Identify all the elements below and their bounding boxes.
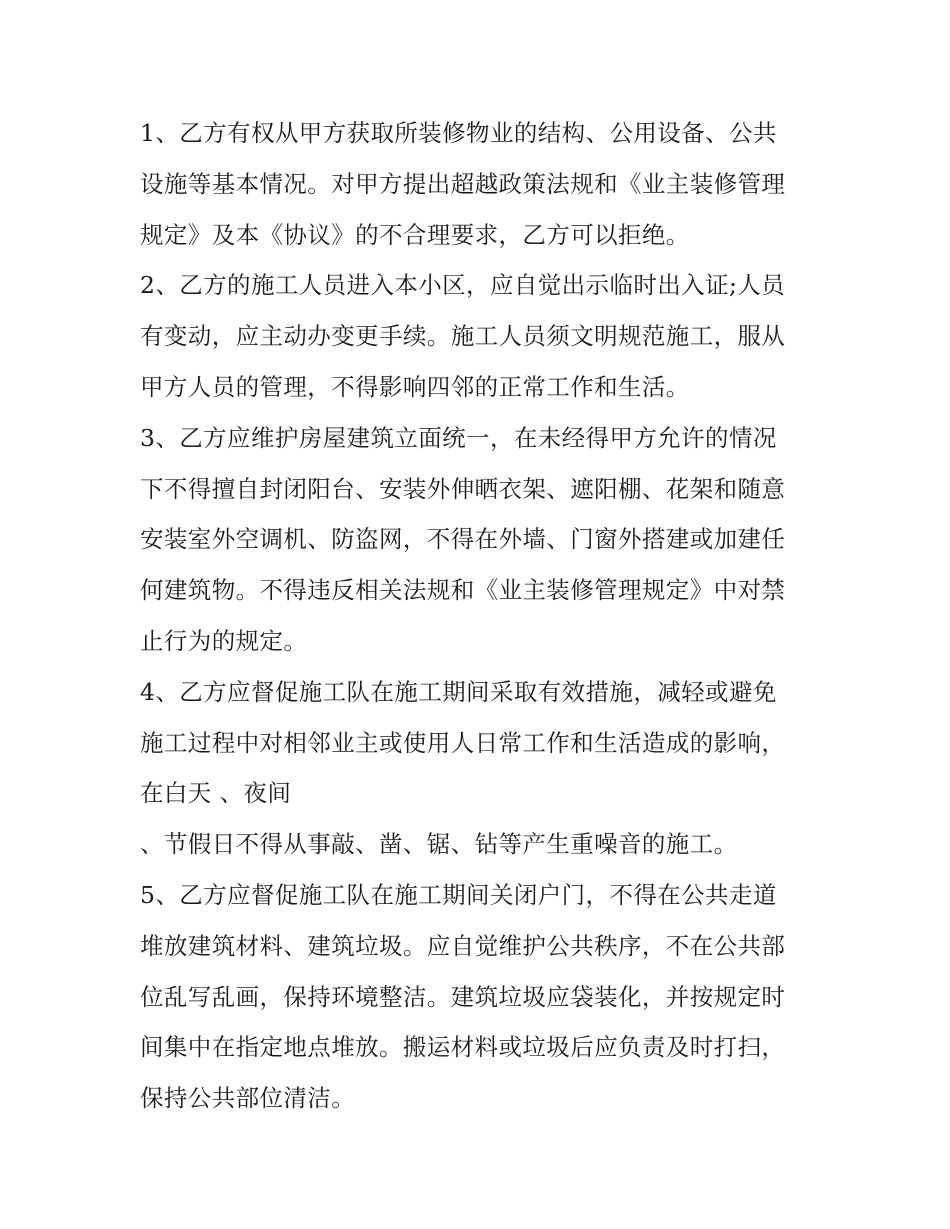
text-line: 位乱写乱画，保持环境整洁。建筑垃圾应袋装化，并按规定时 (140, 982, 786, 1011)
document-body (140, 108, 830, 1124)
text-line: 施工过程中对相邻业主或使用人日常工作和生活造成的影响， (140, 728, 786, 757)
text-line: 止行为的规定。 (140, 626, 308, 655)
text-line: 下不得擅自封闭阳台、安装外伸晒衣架、遮阳棚、花架和随意 (140, 474, 786, 503)
text-line: 5、乙方应督促施工队在施工期间关闭户门，不得在公共走道 (140, 880, 777, 909)
text-line: 4、乙方应督促施工队在施工期间采取有效措施，减轻或避免 (140, 677, 777, 706)
text-line: 、节假日不得从事敲、凿、锯、钻等产生重噪音的施工。 (140, 830, 738, 859)
text-line: 甲方人员的管理，不得影响四邻的正常工作和生活。 (140, 372, 690, 401)
text-line: 何建筑物。不得违反相关法规和《业主装修管理规定》中对禁 (140, 576, 786, 605)
text-line: 设施等基本情况。对甲方提出超越政策法规和《业主装修管理 (140, 169, 786, 198)
text-line: 有变动，应主动办变更手续。施工人员须文明规范施工，服从 (140, 322, 786, 351)
text-line: 保持公共部位清洁。 (140, 1084, 356, 1113)
text-line: 在白天 、夜间 (140, 779, 292, 808)
text-line: 安装室外空调机、防盗网，不得在外墙、门窗外搭建或加建任 (140, 525, 786, 554)
text-line: 规定》及本《协议》的不合理要求，乙方可以拒绝。 (140, 220, 690, 249)
text-line: 3、乙方应维护房屋建筑立面统一，在未经得甲方允许的情况 (140, 423, 777, 452)
text-line: 堆放建筑材料、建筑垃圾。应自觉维护公共秩序，不在公共部 (140, 931, 786, 960)
text-line: 2、乙方的施工人员进入本小区，应自觉出示临时出入证;人员 (140, 271, 786, 300)
text-line: 1、乙方有权从甲方获取所装修物业的结构、公用设备、公共 (140, 119, 777, 147)
text-line: 间集中在指定地点堆放。搬运材料或垃圾后应负责及时打扫， (140, 1033, 786, 1062)
